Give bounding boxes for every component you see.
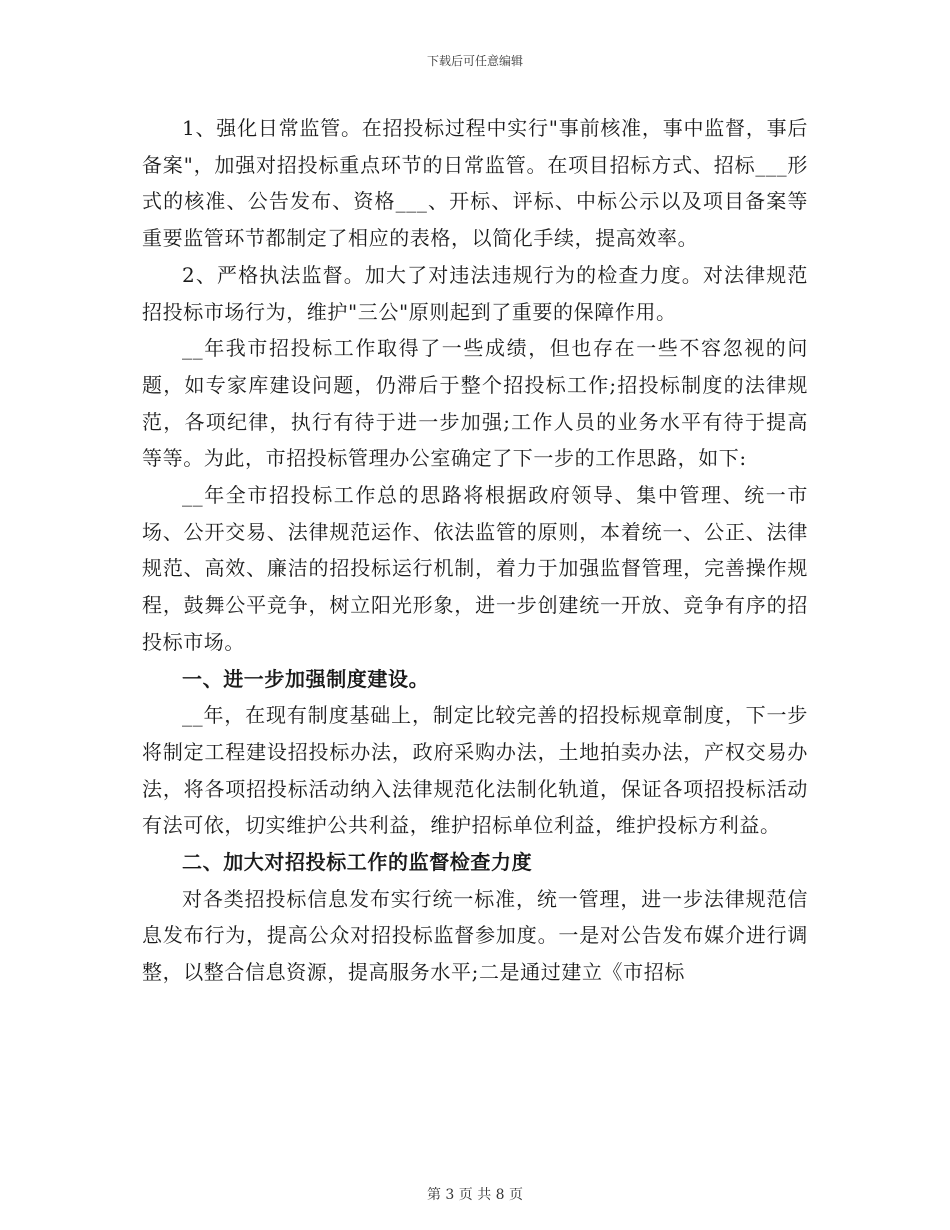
page-number: 第 3 页 共 8 页 xyxy=(426,1187,524,1203)
paragraph-overall-approach: __年全市招投标工作总的思路将根据政府领导、集中管理、统一市场、公开交易、法律规范运作、依法监管的原则，本着统一、公正、法律规范、高效、廉洁的招投标运行机制，着力于加强监督管理，完善操作规程，鼓舞公平竞争，树立阳光形象，进一步创建统一开放、竞争有序的招投标市场。 xyxy=(142,483,808,654)
paragraph-problems: __年我市招投标工作取得了一些成绩，但也存在一些不容忽视的问题，如专家库建设问题，仍滞后于整个招投标工作;招投标制度的法律规范，各项纪律，执行有待于进一步加强;工作人员的业务水平有待于提高等等。为此，市招投标管理办公室确定了下一步的工作思路，如下: xyxy=(142,336,808,471)
paragraph-daily-supervision: 1、强化日常监管。在招投标过程中实行"事前核准，事中监督，事后备案"，加强对招投标重点环节的日常监管。在项目招标方式、招标___形式的核准、公告发布、资格___、开标、评标、中标公示以及项目备案等重要监管环节都制定了相应的表格，以简化手续，提高效率。 xyxy=(142,116,808,251)
paragraph-law-enforcement: 2、严格执法监督。加大了对违法违规行为的检查力度。对法律规范招投标市场行为，维护"三公"原则起到了重要的保障作用。 xyxy=(142,262,808,324)
document-body xyxy=(142,110,808,991)
paragraph-system-building: __年，在现有制度基础上，制定比较完善的招投标规章制度，下一步将制定工程建设招投标办法，政府采购办法，土地拍卖办法，产权交易办法，将各项招投标活动纳入法律规范化法制化轨道，保证各项招投标活动有法可依，切实维护公共利益，维护招标单位利益，维护投标方利益。 xyxy=(142,703,808,838)
section-heading-supervision: 二、加大对招投标工作的监督检查力度 xyxy=(182,850,533,875)
page-header-note: 下载后可任意编辑 xyxy=(426,54,523,68)
section-heading-system-building: 一、进一步加强制度建设。 xyxy=(182,666,430,691)
paragraph-information-release: 对各类招投标信息发布实行统一标准，统一管理，进一步法律规范信息发布行为，提高公众对招投标监督参加度。一是对公告发布媒介进行调整，以整合信息资源，提高服务水平;二是通过建立《市招标 xyxy=(142,886,808,985)
